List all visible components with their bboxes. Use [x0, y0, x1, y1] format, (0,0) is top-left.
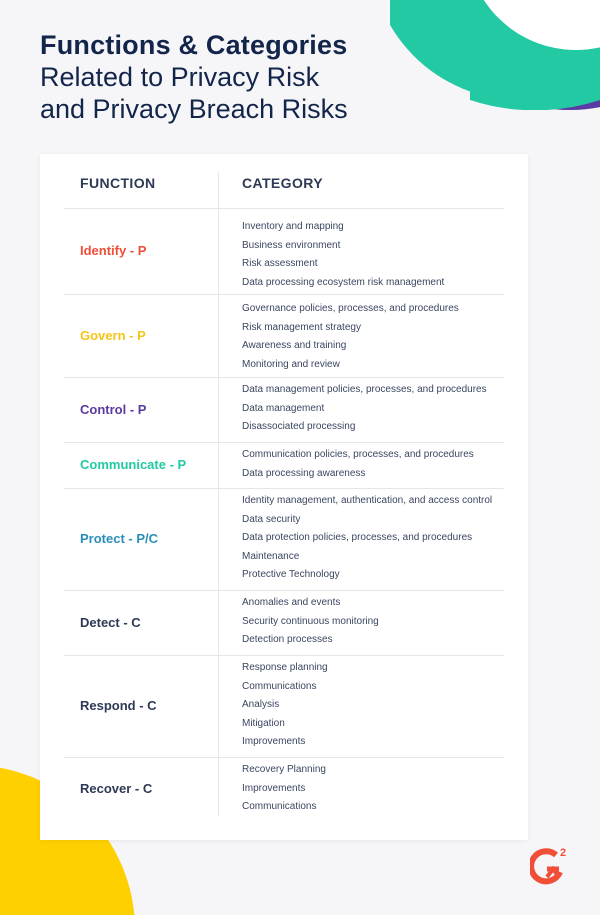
functions-table: [40, 154, 528, 840]
row-divider: [64, 294, 504, 295]
row-divider: [64, 757, 504, 758]
category-item: Data processing ecosystem risk management: [242, 276, 445, 288]
category-item: Business environment: [242, 239, 341, 251]
svg-text:2: 2: [560, 847, 567, 859]
category-list: [242, 218, 444, 292]
category-item: Data processing awareness: [242, 467, 366, 479]
category-item: Inventory and mapping: [242, 221, 344, 232]
row-divider: [64, 377, 504, 378]
function-label: Govern - P: [80, 328, 146, 343]
category-item: Communications: [242, 680, 317, 692]
row-divider: [64, 208, 504, 209]
table-row: [64, 590, 504, 655]
category-item: Protective Technology: [242, 569, 340, 581]
category-item: Risk management strategy: [242, 321, 361, 333]
category-item: Detection processes: [242, 634, 333, 646]
function-label: Respond - C: [80, 698, 157, 713]
function-label: Control - P: [80, 402, 147, 417]
header-category: CATEGORY: [242, 175, 323, 191]
row-divider: [64, 442, 504, 443]
table-row: [64, 488, 504, 590]
category-item: Recovery Planning: [242, 764, 326, 775]
category-item: Anomalies and events: [242, 597, 341, 608]
category-list: [242, 594, 379, 650]
title-block: [40, 30, 440, 125]
category-item: Security continuous monitoring: [242, 615, 379, 627]
function-label: Protect - P/C: [80, 531, 159, 546]
category-item: Data security: [242, 513, 301, 525]
table-row: [64, 377, 504, 442]
category-item: Communication policies, processes, and procedures: [242, 449, 474, 460]
category-item: Improvements: [242, 782, 306, 794]
category-item: Mitigation: [242, 717, 285, 729]
category-list: [242, 761, 326, 817]
category-list: [242, 381, 487, 437]
page-title: Functions & Categories: [40, 30, 348, 60]
table-row: [64, 294, 504, 377]
category-item: Monitoring and review: [242, 358, 340, 370]
category-item: Data protection policies, processes, and procedures: [242, 532, 473, 544]
table-row: [64, 757, 504, 819]
table-header: [40, 154, 528, 208]
page-subtitle-line-1: Related to Privacy Risk: [40, 62, 320, 92]
function-label: Identify - P: [80, 243, 147, 258]
category-item: Risk assessment: [242, 258, 318, 270]
category-list: [242, 300, 459, 374]
category-item: Awareness and training: [242, 340, 347, 352]
header-function: FUNCTION: [80, 175, 156, 191]
category-item: Analysis: [242, 699, 280, 711]
category-list: [242, 492, 492, 585]
category-item: Disassociated processing: [242, 421, 356, 433]
category-item: Data management policies, processes, and procedures: [242, 384, 487, 395]
table-row: [64, 208, 504, 294]
row-divider: [64, 655, 504, 656]
table-row: [64, 655, 504, 757]
table-row: [64, 442, 504, 488]
category-item: Maintenance: [242, 550, 300, 562]
g2-logo-icon: [530, 846, 572, 886]
function-label: Communicate - P: [80, 457, 187, 472]
page-subtitle-line-2: and Privacy Breach Risks: [40, 94, 348, 124]
row-divider: [64, 488, 504, 489]
row-divider: [64, 590, 504, 591]
category-item: Governance policies, processes, and procedures: [242, 303, 459, 314]
function-label: Recover - C: [80, 781, 153, 796]
category-item: Improvements: [242, 736, 306, 748]
category-item: Communications: [242, 801, 317, 813]
category-list: [242, 446, 474, 483]
function-label: Detect - C: [80, 615, 141, 630]
category-list: [242, 659, 328, 752]
category-item: Data management: [242, 402, 325, 414]
category-item: Identity management, authentication, and access control: [242, 495, 493, 506]
category-item: Response planning: [242, 662, 328, 673]
